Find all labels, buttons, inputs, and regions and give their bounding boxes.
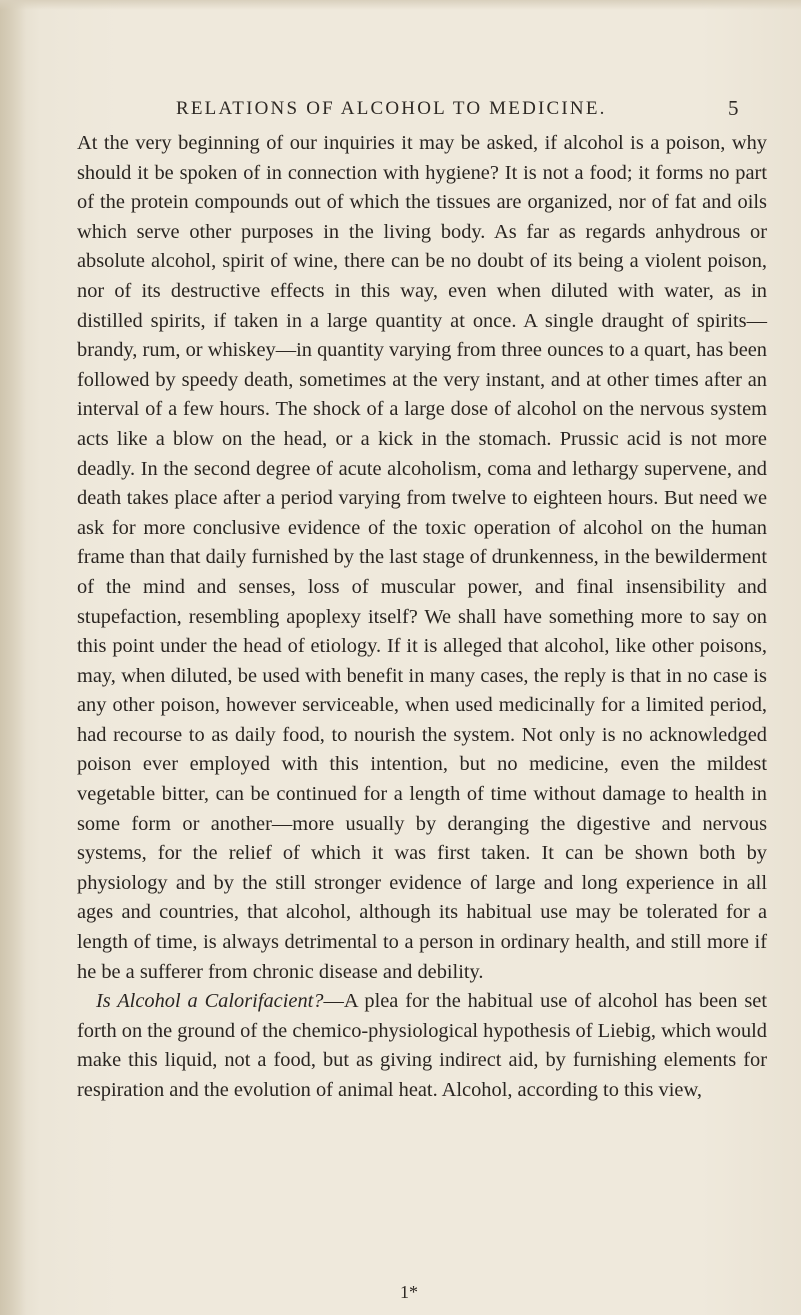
paragraph-1: At the very beginning of our inquiries it may be asked, if alcohol is a poison, why should it be spoken of in connection with hygiene? It is not a food; it forms no part of the protein compounds out of which the tissues are organized, nor of fat and oils which serve other purposes in the living body. As far as regards anhydrous or absolute alcohol, spirit of wine, there can be no doubt of its being a violent poison, nor of its destructive effects in this way, even when diluted with water, as in distilled spirits, if taken in a large quantity at once. A single draught of spirits—brandy, rum, or whiskey—in quantity varying from three ounces to a quart, has been followed by speedy death, sometimes at the very instant, and at other times after an interval of a few hours. The shock of a large dose of alcohol on the nervous system acts like a blow on the head, or a kick in the stomach. Prussic acid is not more deadly. In the second degree of acute alcoholism, coma and lethargy supervene, and death takes place after a period varying from twelve to eighteen hours. But need we ask for more conclusive evidence of the toxic operation of alcohol on the human frame than that daily furnished by the last stage of drunkenness, in the bewilderment of the mind and senses, loss of muscular power, and final insensibility and stupefaction, resembling apoplexy itself? We shall have something more to say on this point under the head of etiology. If it is alleged that alcohol, like other poisons, may, when diluted, be used with benefit in many cases, the reply is that in no case is any other poison, however serviceable, when used medicinally for a limited period, had recourse to as daily food, to nourish the system. Not only is no acknowledged poison ever employed with this intention, but no medicine, even the mildest vegetable bitter, can be continued for a length of time without damage to health in some form or another—more usually by deranging the digestive and nervous systems, for the relief of which it was first taken. It can be shown both by physiology and by the still stronger evidence of large and long experience in all ages and countries, that alcohol, although its habitual use may be tolerated for a length of time, is always detrimental to a person in ordinary health, and still more if he be a sufferer from chronic disease and debility. xyxy=(77,132,767,983)
section-heading: Is Alcohol a Calorifacient? xyxy=(96,990,324,1013)
paragraph-2-text: —A plea for the habitual use of alcohol has been set forth on the ground of the chemico-physiological hypothesis of Liebig, which would make this liquid, not a food, but as giving indirect aid, by furnishing elements for respiration and the evolution of animal heat. Alcohol, according to this view, xyxy=(77,990,767,1101)
paragraph-2 xyxy=(77,987,767,1105)
top-edge-shadow xyxy=(0,0,801,10)
page-number: 5 xyxy=(728,96,739,120)
body-text xyxy=(77,129,767,1106)
running-title: RELATIONS OF ALCOHOL TO MEDICINE. xyxy=(176,98,607,119)
signature-mark: 1* xyxy=(400,1282,418,1302)
gutter-shadow xyxy=(0,0,26,1315)
